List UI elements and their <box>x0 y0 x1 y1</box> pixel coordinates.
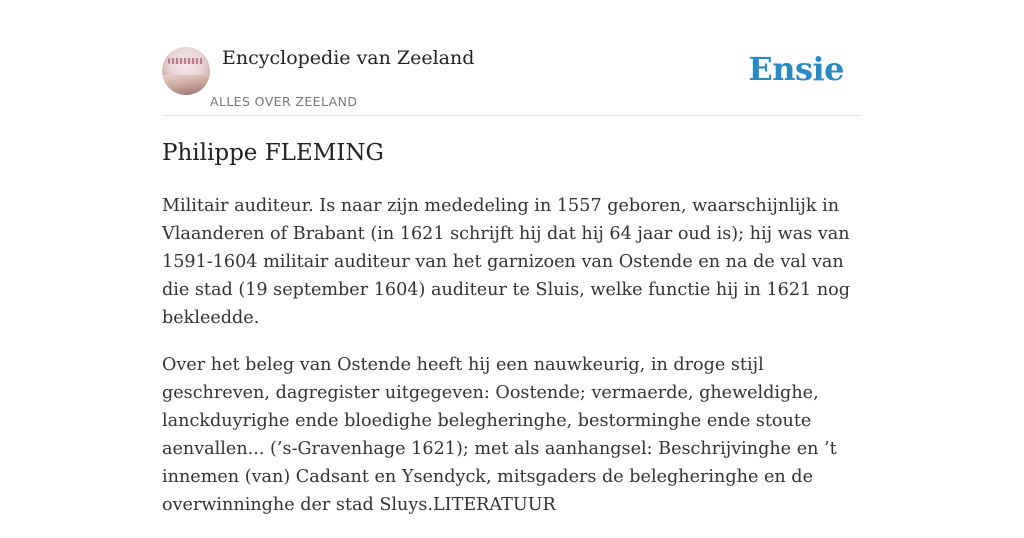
site-header <box>162 40 862 116</box>
avatar-detail <box>162 75 210 95</box>
article-paragraph: Over het beleg van Ostende heeft hij een nauwkeurig, in droge stijl geschreven, dagregister uitgegeven: Oostende; vermaerde, gheweldighe, lanckduyrighe ende bloedighe belegheringhe, bestorminghe ende stoute aenvallen... (’s-Gravenhage 1621); met als aanhangsel: Beschrijvinghe en ’t innemen (van) Cadsant en Ysendyck, mitsgaders de belegheringhe en de overwinninghe der stad Sluys.LITERATUUR <box>162 355 837 515</box>
site-tagline: ALLES OVER ZEELAND <box>210 94 358 109</box>
site-avatar[interactable] <box>162 47 210 95</box>
article-title: Philippe FLEMING <box>162 140 384 166</box>
article-body <box>162 192 862 538</box>
brand-logo[interactable]: Ensie <box>748 50 844 88</box>
avatar-detail <box>168 58 204 64</box>
site-title[interactable]: Encyclopedie van Zeeland <box>222 47 475 69</box>
article-paragraph: Militair auditeur. Is naar zijn mededeling in 1557 geboren, waarschijnlijk in Vlaanderen of Brabant (in 1621 schrijft hij dat hij 64 jaar oud is); hij was van 1591-1604 militair auditeur van het garnizoen van Ostende en na de val van die stad (19 september 1604) auditeur te Sluis, welke functie hij in 1621 nog bekleedde. <box>162 196 851 328</box>
